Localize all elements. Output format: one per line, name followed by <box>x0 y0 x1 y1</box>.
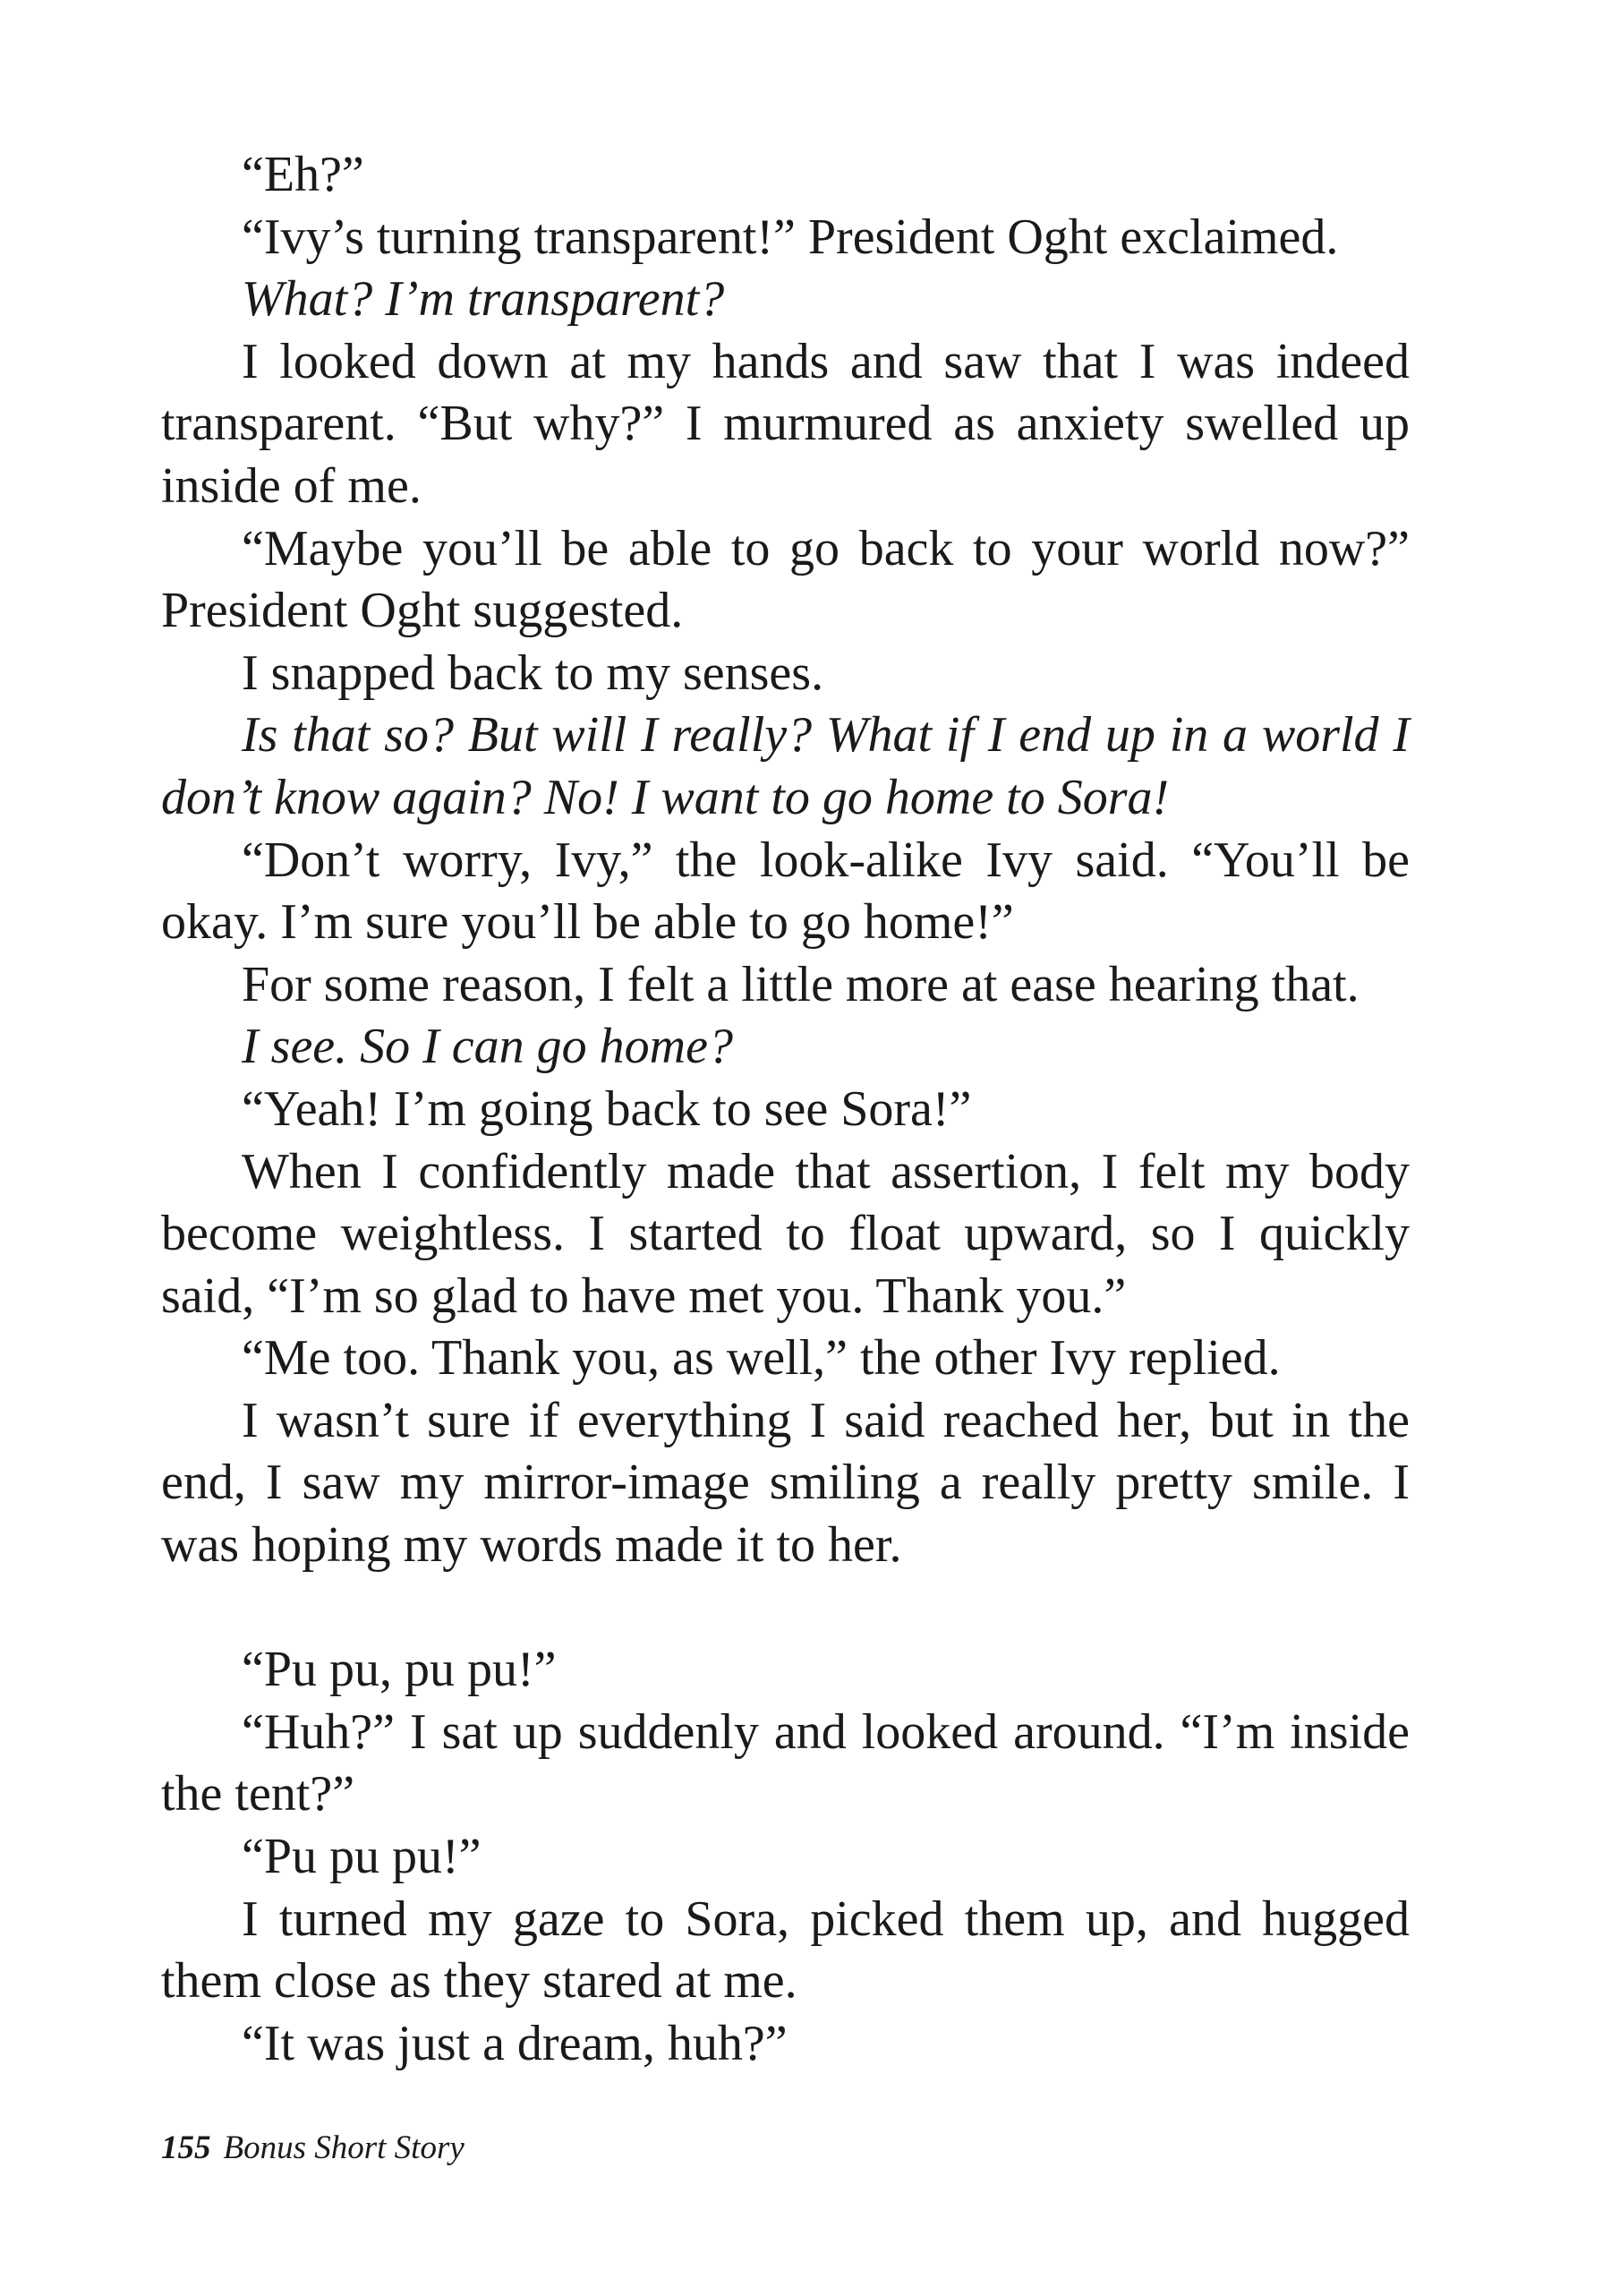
paragraph: “It was just a dream, huh?” <box>242 2015 788 2071</box>
paragraph: “Huh?” I sat up suddenly and looked around. “I’m inside the tent?” <box>161 1703 1410 1822</box>
scene-break <box>161 1577 1410 1640</box>
paragraph: “Pu pu, pu pu!” <box>242 1642 557 1698</box>
paragraph-italic-thought: Is that so? But will I really? What if I end up in a world I don’t know again? No! I want to go home to Sora! <box>161 707 1410 825</box>
paragraph: “Don’t worry, Ivy,” the look-alike Ivy said. “You’ll be okay. I’m sure you’ll be able to go home!” <box>161 832 1410 951</box>
page-number: 155 <box>161 2130 211 2166</box>
story-text <box>161 144 1410 2075</box>
paragraph-italic-thought: I see. So I can go home? <box>242 1019 733 1075</box>
paragraph: For some reason, I felt a little more at ease hearing that. <box>242 956 1360 1012</box>
paragraph: I looked down at my hands and saw that I was indeed transparent. “But why?” I murmured as anxiety swelled up inside of me. <box>161 333 1410 514</box>
scene-2 <box>161 1639 1410 2075</box>
section-title: Bonus Short Story <box>223 2130 465 2166</box>
page-footer <box>161 2129 465 2168</box>
paragraph-italic-thought: What? I’m transparent? <box>242 271 725 328</box>
paragraph: I snapped back to my senses. <box>242 644 824 701</box>
paragraph: “Me too. Thank you, as well,” the other Ivy replied. <box>242 1330 1281 1387</box>
paragraph: “Pu pu pu!” <box>242 1829 482 1885</box>
paragraph: “Maybe you’ll be able to go back to your world now?” President Oght suggested. <box>161 520 1410 639</box>
paragraph: “Eh?” <box>242 147 364 202</box>
paragraph: I wasn’t sure if everything I said reached her, but in the end, I saw my mirror-image smiling a really pretty smile. I was hoping my words made it to her. <box>161 1392 1410 1574</box>
paragraph: When I confidently made that assertion, I felt my body become weightless. I started to float upward, so I quickly said, “I’m so glad to have met you. Thank you.” <box>161 1143 1410 1324</box>
scene-1 <box>161 144 1410 1577</box>
paragraph: I turned my gaze to Sora, picked them up, and hugged them close as they stared at me. <box>161 1891 1410 2010</box>
paragraph: “Yeah! I’m going back to see Sora!” <box>242 1080 972 1137</box>
paragraph: “Ivy’s turning transparent!” President Oght exclaimed. <box>242 209 1339 265</box>
